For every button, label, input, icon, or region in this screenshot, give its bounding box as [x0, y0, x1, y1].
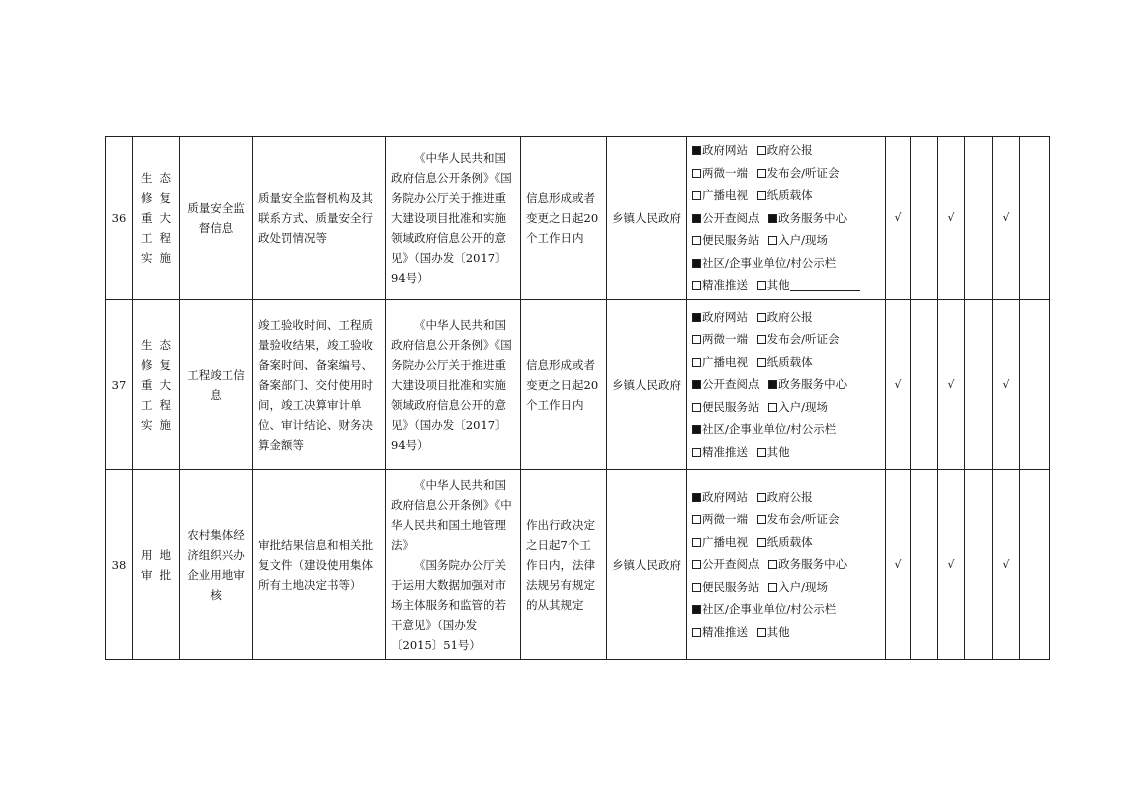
checkbox-icon	[757, 493, 766, 502]
mark-cell	[965, 300, 993, 470]
checked-box-icon	[692, 214, 701, 223]
subject-cell: 乡镇人民政府	[607, 300, 687, 470]
mark-cell	[965, 137, 993, 300]
content-cell: 审批结果信息和相关批复文件（建设使用集体所有土地决定书等）	[253, 470, 386, 660]
mark-cell	[965, 470, 993, 660]
channels-cell: 政府网站 政府公报 两微一端 发布会/听证会 广播电视 纸质载体 公开查阅点 政务服务中心 便民服务站 入户/现场 社区/企事业单位/村公示栏 精准推送 其他	[687, 300, 886, 470]
content-cell: 质量安全监督机构及其联系方式、质量安全行政处罚情况等	[253, 137, 386, 300]
mark-cell	[1020, 137, 1050, 300]
checkbox-icon	[692, 403, 701, 412]
basis-cell: 《中华人民共和国政府信息公开条例》《国务院办公厅关于推进重大建设项目批准和实施领域政府信息公开的意见》（国办发〔2017〕94号）	[386, 300, 521, 470]
checkbox-icon	[692, 335, 701, 344]
channels-cell: 政府网站 政府公报 两微一端 发布会/听证会 广播电视 纸质载体 公开查阅点 政务服务中心 便民服务站 入户/现场 社区/企事业单位/村公示栏 精准推送 其他	[687, 470, 886, 660]
mark-cell	[911, 137, 938, 300]
checkbox-icon	[692, 236, 701, 245]
item-cell: 工程竣工信息	[180, 300, 253, 470]
checked-box-icon	[692, 605, 701, 614]
checkbox-icon	[757, 515, 766, 524]
item-cell: 农村集体经济组织兴办企业用地审核	[180, 470, 253, 660]
table-row	[106, 137, 1050, 300]
checkbox-icon	[692, 538, 701, 547]
checkbox-icon	[757, 281, 766, 290]
mark-cell: √	[886, 470, 911, 660]
checkbox-icon	[757, 313, 766, 322]
category-cell: 生态修复重大工程实施	[133, 300, 180, 470]
content-cell: 竣工验收时间、工程质量验收结果，竣工验收备案时间、备案编号、备案部门、交付使用时间，竣工决算审计单位、审计结论、财务决算金额等	[253, 300, 386, 470]
checked-box-icon	[692, 146, 701, 155]
checkbox-icon	[692, 448, 701, 457]
mark-cell: √	[938, 300, 965, 470]
checked-box-icon	[692, 425, 701, 434]
mark-cell	[911, 300, 938, 470]
table-row	[106, 470, 1050, 660]
time-limit-cell: 信息形成或者变更之日起20个工作日内	[521, 300, 607, 470]
checkbox-icon	[692, 191, 701, 200]
checkbox-icon	[692, 515, 701, 524]
checkbox-icon	[692, 628, 701, 637]
mark-cell	[911, 470, 938, 660]
mark-cell	[1020, 470, 1050, 660]
mark-cell	[1020, 300, 1050, 470]
mark-cell: √	[938, 470, 965, 660]
checkbox-icon	[692, 583, 701, 592]
mark-cell: √	[886, 137, 911, 300]
checkbox-icon	[757, 358, 766, 367]
category-cell: 用地审批	[133, 470, 180, 660]
disclosure-table	[105, 136, 1050, 660]
time-limit-cell: 信息形成或者变更之日起20个工作日内	[521, 137, 607, 300]
row-number: 38	[106, 470, 133, 660]
mark-cell: √	[886, 300, 911, 470]
checked-box-icon	[692, 259, 701, 268]
checkbox-icon	[692, 560, 701, 569]
channels-cell: 政府网站 政府公报 两微一端 发布会/听证会 广播电视 纸质载体 公开查阅点 政务服务中心 便民服务站 入户/现场 社区/企事业单位/村公示栏 精准推送 其他	[687, 137, 886, 300]
checked-box-icon	[692, 313, 701, 322]
row-number: 37	[106, 300, 133, 470]
checkbox-icon	[692, 169, 701, 178]
checkbox-icon	[757, 628, 766, 637]
mark-cell: √	[993, 470, 1020, 660]
category-cell: 生态修复重大工程实施	[133, 137, 180, 300]
checkbox-icon	[757, 191, 766, 200]
checkbox-icon	[768, 236, 777, 245]
checkbox-icon	[768, 583, 777, 592]
subject-cell: 乡镇人民政府	[607, 470, 687, 660]
fill-in-blank	[790, 278, 860, 291]
mark-cell: √	[993, 137, 1020, 300]
checkbox-icon	[757, 448, 766, 457]
mark-cell: √	[938, 137, 965, 300]
row-number: 36	[106, 137, 133, 300]
checkbox-icon	[757, 538, 766, 547]
basis-cell: 《中华人民共和国政府信息公开条例》《国务院办公厅关于推进重大建设项目批准和实施领域政府信息公开的意见》（国办发〔2017〕94号）	[386, 137, 521, 300]
checked-box-icon	[692, 380, 701, 389]
checked-box-icon	[768, 214, 777, 223]
checked-box-icon	[768, 380, 777, 389]
checkbox-icon	[692, 281, 701, 290]
mark-cell: √	[993, 300, 1020, 470]
subject-cell: 乡镇人民政府	[607, 137, 687, 300]
checkbox-icon	[768, 560, 777, 569]
checkbox-icon	[757, 146, 766, 155]
checkbox-icon	[692, 358, 701, 367]
item-cell: 质量安全监督信息	[180, 137, 253, 300]
time-limit-cell: 作出行政决定之日起7个工作日内，法律法规另有规定的从其规定	[521, 470, 607, 660]
checked-box-icon	[692, 493, 701, 502]
basis-cell: 《中华人民共和国政府信息公开条例》《中华人民共和国土地管理法》 《国务院办公厅关于运用大数据加强对市场主体服务和监管的若干意见》（国办发〔2015〕51号）	[386, 470, 521, 660]
checkbox-icon	[768, 403, 777, 412]
table-row	[106, 300, 1050, 470]
checkbox-icon	[757, 169, 766, 178]
checkbox-icon	[757, 335, 766, 344]
